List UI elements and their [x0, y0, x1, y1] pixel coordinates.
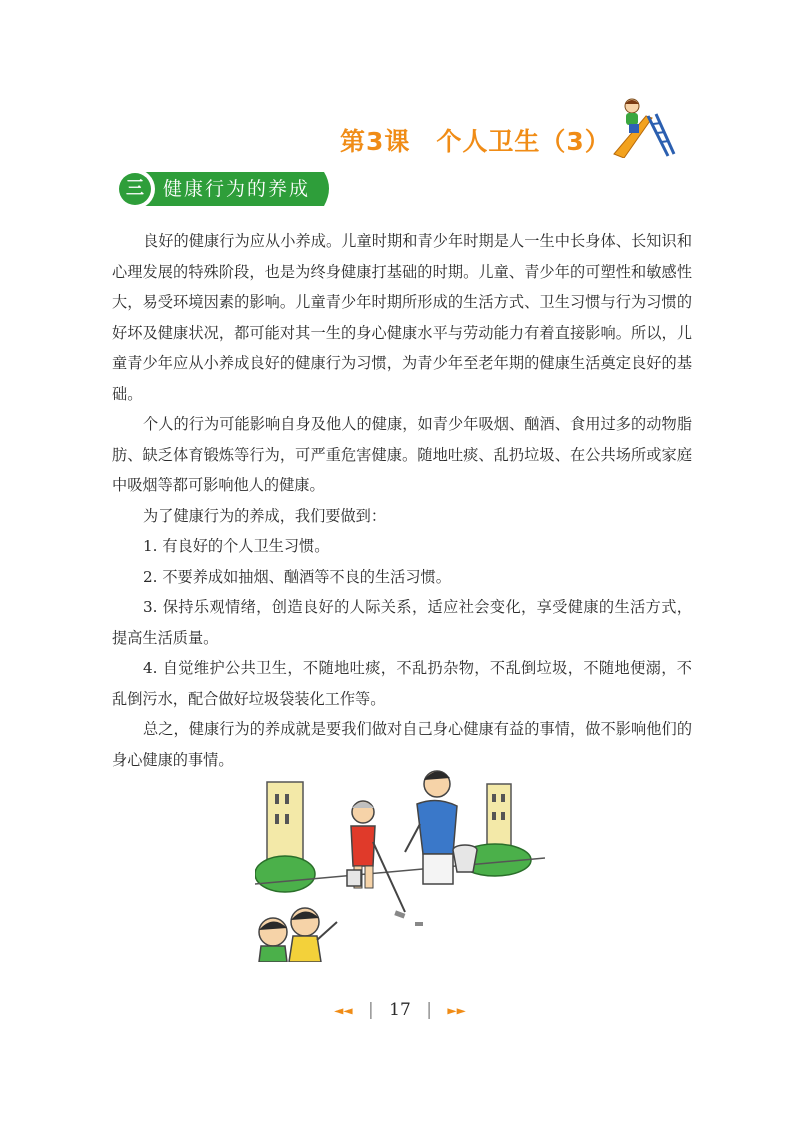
footer-divider: |	[368, 1000, 374, 1020]
list-item: 1. 有良好的个人卫生习惯。	[143, 537, 330, 555]
body-text	[112, 226, 692, 775]
paragraph: 良好的健康行为应从小养成。儿童时期和青少年时期是人一生中长身体、长知识和心理发展的特殊阶段，也是为终身健康打基础的时期。儿童、青少年的可塑性和敏感性大，易受环境因素的影响。儿童青少年时期所形成的生活方式、卫生习惯与行为习惯的好坏及健康状况，都可能对其一生的身心健康水平与劳动能力有着直接影响。所以，儿童青少年应从小养成良好的健康行为习惯，为青少年至老年期的健康生活奠定良好的基础。	[112, 232, 692, 403]
prev-page-arrow-icon: ◄◄	[334, 1003, 353, 1018]
footer-divider: |	[426, 1000, 432, 1020]
paragraph: 总之，健康行为的养成就是要我们做对自己身心健康有益的事情，做不影响他们的身心健康的事情。	[112, 720, 692, 769]
page-footer	[0, 1000, 800, 1020]
paragraph: 个人的行为可能影响自身及他人的健康，如青少年吸烟、酗酒、食用过多的动物脂肪、缺乏体育锻炼等行为，可严重危害健康。随地吐痰、乱扔垃圾、在公共场所或家庭中吸烟等都可影响他人的健康。	[112, 415, 692, 494]
next-page-arrow-icon: ►►	[447, 1003, 466, 1018]
child-on-slide-illustration	[606, 96, 676, 158]
page-number: 17	[389, 1000, 411, 1020]
list-item: 3. 保持乐观情绪，创造良好的人际关系，适应社会变化，享受健康的生活方式，提高生活质量。	[112, 598, 692, 647]
paragraph: 为了健康行为的养成，我们要做到：	[143, 506, 386, 525]
section-number: 三	[126, 178, 144, 199]
lesson-title: 第3课 个人卫生（3）	[340, 127, 611, 156]
section-title: 健康行为的养成	[163, 178, 311, 200]
list-item: 2. 不要养成如抽烟、酗酒等不良的生活习惯。	[143, 567, 451, 586]
cleanup-illustration	[255, 762, 545, 962]
list-item: 4. 自觉维护公共卫生，不随地吐痰，不乱扔杂物，不乱倒垃圾，不随地便溺，不乱倒污水，配合做好垃圾袋装化工作等。	[112, 659, 692, 708]
